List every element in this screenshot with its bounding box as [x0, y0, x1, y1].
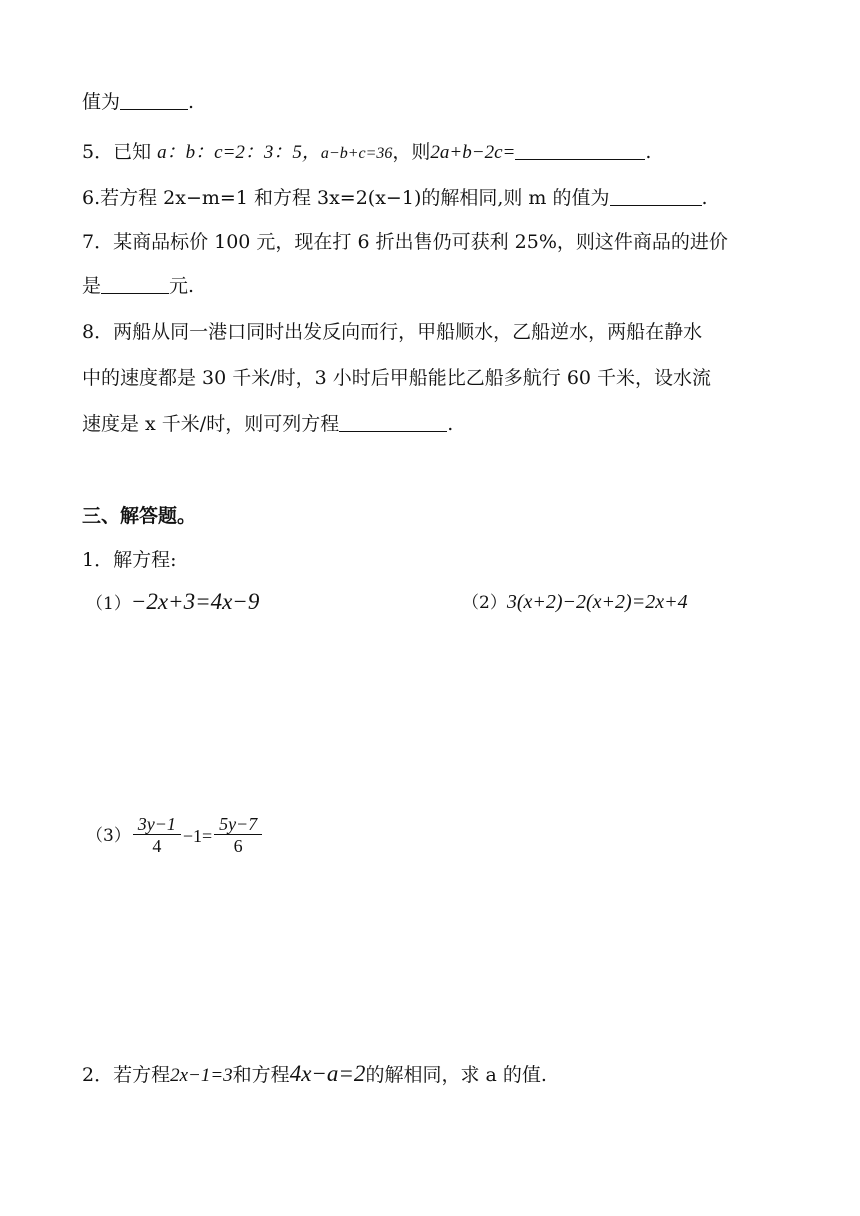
problem-2: 2．若方程2x−1=3和方程4x−a=2的解相同，求 a 的值. [82, 1061, 547, 1086]
line-top-text: 值为 [82, 91, 121, 113]
question-8-line-2: 中的速度都是 30 千米/时，3 小时后甲船能比乙船多航行 60 千米，设水流 [82, 367, 712, 389]
question-7-line-2: 是 元. [82, 275, 195, 297]
question-5: 5．已知 a：b：c=2：3：5，a−b+c=36，则2a+b−2c= . [82, 141, 652, 163]
problem-2-eq-a: 2x−1=3 [170, 1065, 233, 1086]
equation-3: （3） $\frac{3y-1}{4}$ −1= $\frac{5y-7}{6}$ [86, 814, 264, 857]
answer-blank[interactable] [339, 413, 447, 432]
fraction-right: $\frac{5y-7}{6}$ [214, 814, 262, 857]
answer-blank[interactable] [101, 275, 169, 294]
q5-prefix: 5．已知 [82, 141, 158, 163]
q5-condition: a−b+c=36 [320, 145, 393, 162]
answer-blank[interactable] [610, 187, 702, 206]
fraction-left: $\frac{3y-1}{4}$ [133, 814, 181, 857]
question-8-line-1: 8．两船从同一港口同时出发反向而行，甲船顺水，乙船逆水，两船在静水 [82, 321, 703, 343]
equation-1-expr: −2x+3=4x−9 [130, 589, 260, 614]
equation-1: （1）−2x+3=4x−9 [86, 589, 260, 614]
answer-blank[interactable] [120, 91, 188, 110]
question-8-line-3: 速度是 x 千米/时，则可列方程 . [82, 413, 454, 435]
equation-2-expr: 3(x+2)−2(x+2)=2x+4 [506, 591, 688, 613]
answer-blank[interactable] [515, 141, 645, 160]
q5-expression: 2a+b−2c= [430, 142, 516, 163]
question-6: 6.若方程 2x−m=1 和方程 3x=2(x−1)的解相同,则 m 的值为 . [82, 187, 708, 209]
question-7-line-1: 7．某商品标价 100 元，现在打 6 折出售仍可获利 25%，则这件商品的进价 [82, 231, 728, 253]
q6-text: 6.若方程 2x−m=1 和方程 3x=2(x−1)的解相同,则 m 的值为 [82, 187, 610, 209]
problem-1-title: 1．解方程: [82, 549, 177, 571]
section-heading: 三、解答题。 [82, 505, 197, 527]
q5-ratio: a：b：c=2：3：5， [157, 142, 321, 163]
equation-2: （2）3(x+2)−2(x+2)=2x+4 [462, 591, 688, 613]
fill-blank-line-top: 值为 . [82, 91, 195, 113]
problem-2-eq-b: 4x−a=2 [289, 1061, 366, 1086]
